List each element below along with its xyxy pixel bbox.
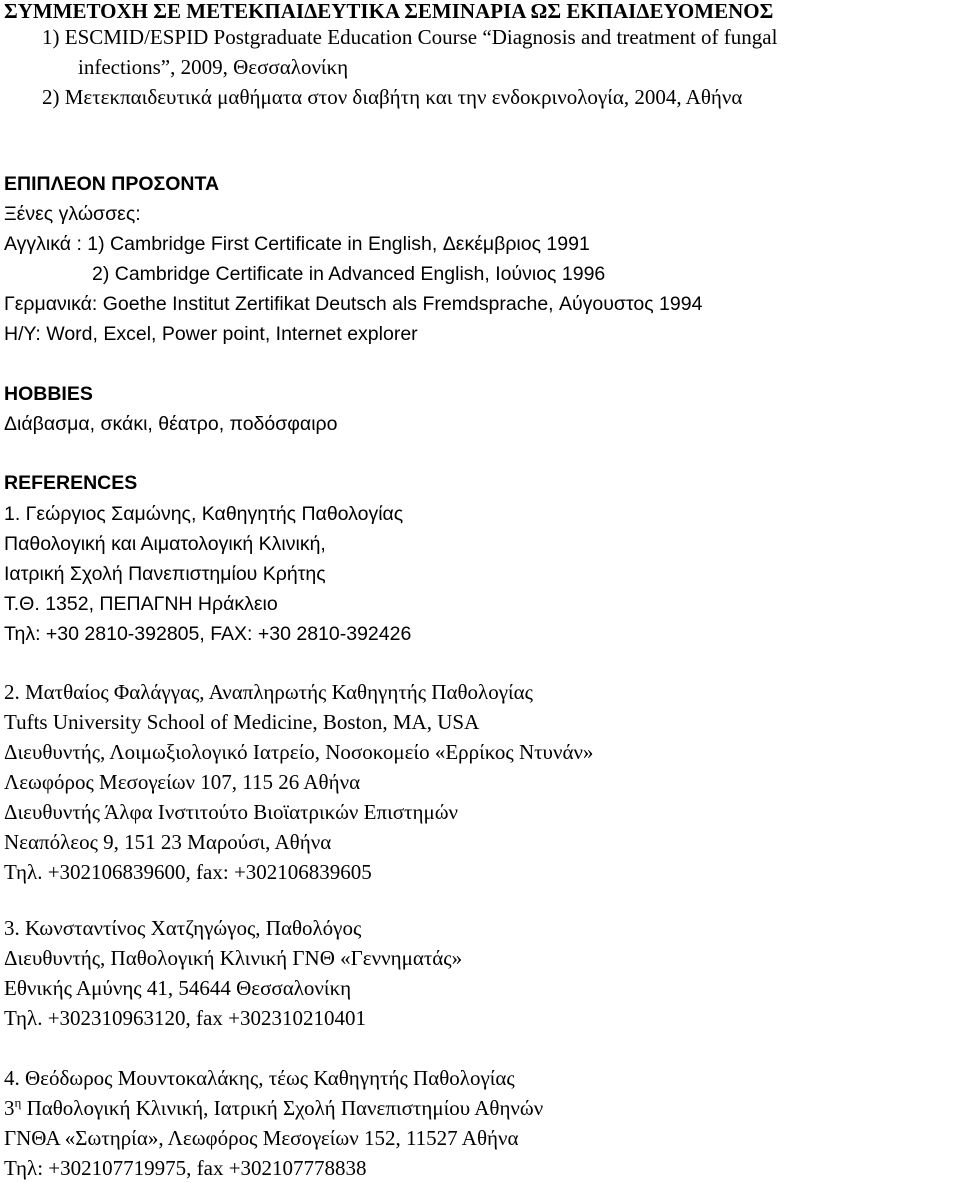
reference-4-line	[4, 1093, 543, 1123]
german-cert: Γερμανικά: Goethe Institut Zertifikat Deutsch als Fremdsprache, Αύγουστος 1994	[4, 293, 703, 315]
reference-1-line: Παθολογική και Αιματολογική Κλινική,	[4, 533, 326, 555]
ordinal-superscript: η	[14, 1095, 22, 1110]
reference-3-line: Εθνικής Αμύνης 41, 54644 Θεσσαλονίκη	[4, 976, 352, 1000]
reference-2-line: Λεωφόρος Μεσογείων 107, 115 26 Αθήνα	[4, 770, 361, 794]
seminar-item-1: 1) ESCMID/ESPID Postgraduate Education Course “Diagnosis and treatment of fungal	[42, 25, 778, 49]
reference-2-line: Νεαπόλεος 9, 151 23 Μαρούσι, Αθήνα	[4, 830, 332, 854]
seminars-heading: ΣΥΜΜΕΤΟΧΗ ΣΕ ΜΕΤΕΚΠΑΙΔΕΥΤΙΚΑ ΣΕΜΙΝΑΡΙΑ ΩΣ ΕΚΠΑΙΔΕΥΟΜΕΝΟΣ	[4, 0, 774, 23]
reference-3-line: 3. Κωνσταντίνος Χατζηγώγος, Παθολόγος	[4, 916, 362, 940]
reference-1-line: Ιατρική Σχολή Πανεπιστημίου Κρήτης	[4, 563, 326, 585]
reference-2-line: Διευθυντής, Λοιμωξιολογικό Ιατρείο, Νοσοκομείο «Ερρίκος Ντυνάν»	[4, 740, 594, 764]
reference-4-line: ΓΝΘΑ «Σωτηρία», Λεωφόρος Μεσογείων 152, 11527 Αθήνα	[4, 1126, 519, 1150]
reference-2-line: Tufts University School of Medicine, Boston, MA, USA	[4, 710, 480, 734]
seminar-item-2: 2) Μετεκπαιδευτικά μαθήματα στον διαβήτη και την ενδοκρινολογία, 2004, Αθήνα	[42, 85, 743, 109]
reference-4-line: 4. Θεόδωρος Μουντοκαλάκης, τέως Καθηγητής Παθολογίας	[4, 1066, 515, 1090]
english-cert-1: Αγγλικά : 1) Cambridge First Certificate in English, Δεκέμβριος 1991	[4, 233, 590, 255]
reference-3-line: Διευθυντής, Παθολογική Κλινική ΓΝΘ «Γεννηματάς»	[4, 946, 463, 970]
hobbies-text: Διάβασμα, σκάκι, θέατρο, ποδόσφαιρο	[4, 413, 338, 435]
languages-label: Ξένες γλώσσες:	[4, 203, 141, 225]
computer-skills: Η/Υ: Word, Excel, Power point, Internet explorer	[4, 323, 418, 345]
reference-1-line: Τ.Θ. 1352, ΠΕΠΑΓΝΗ Ηράκλειο	[4, 593, 278, 615]
reference-2-line: Διευθυντής Άλφα Ινστιτούτο Βιοϊατρικών Επιστημών	[4, 800, 459, 824]
ordinal-number: 3	[4, 1096, 15, 1120]
reference-2-phone: Τηλ. +302106839600, fax: +302106839605	[4, 860, 372, 884]
reference-3-phone: Τηλ. +302310963120, fax +302310210401	[4, 1006, 366, 1030]
reference-2-line: 2. Ματθαίος Φαλάγγας, Αναπληρωτής Καθηγητής Παθολογίας	[4, 680, 533, 704]
reference-1-phone: Τηλ: +30 2810-392805, FAX: +30 2810-392426	[4, 623, 412, 645]
references-heading: REFERENCES	[4, 472, 138, 494]
skills-heading: ΕΠΙΠΛΕΟΝ ΠΡΟΣΟΝΤΑ	[4, 173, 220, 195]
seminar-item-1-cont: infections”, 2009, Θεσσαλονίκη	[78, 55, 349, 79]
english-cert-2: 2) Cambridge Certificate in Advanced English, Ιούνιος 1996	[92, 263, 606, 285]
reference-4-clinic: Παθολογική Κλινική, Ιατρική Σχολή Πανεπιστημίου Αθηνών	[21, 1096, 544, 1120]
hobbies-heading: HOBBIES	[4, 383, 93, 405]
reference-4-phone: Τηλ: +302107719975, fax +302107778838	[4, 1156, 367, 1180]
reference-1-line: 1. Γεώργιος Σαμώνης, Καθηγητής Παθολογίας	[4, 503, 404, 525]
